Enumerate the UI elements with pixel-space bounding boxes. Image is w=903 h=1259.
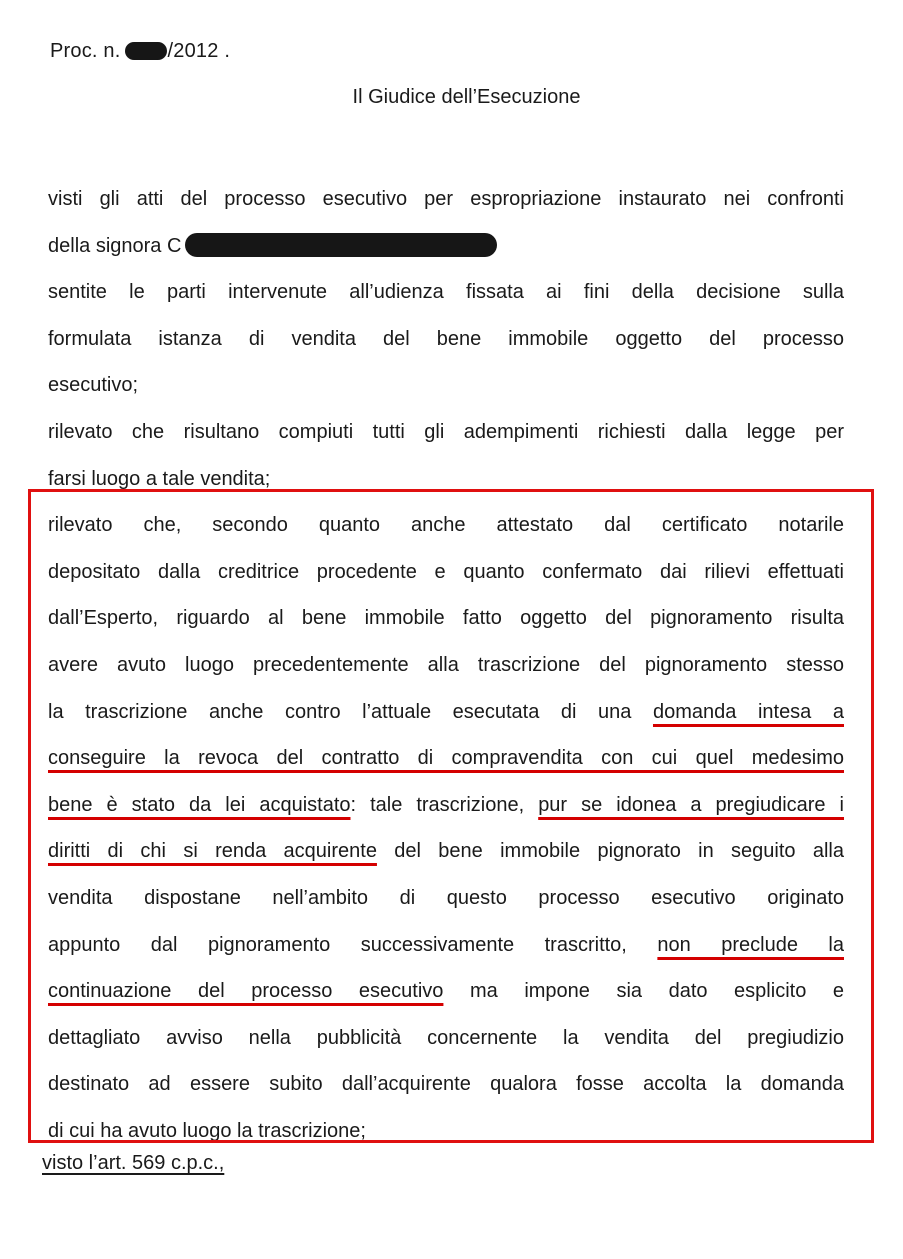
text-line: formulata istanza di vendita del bene immobile oggetto del processo [48, 327, 844, 350]
text-line: farsi luogo a tale vendita; [48, 467, 271, 490]
text-line: depositato dalla creditrice procedente e quanto confermato dai rilievi effettuati [48, 560, 844, 583]
underlined-phrase: pur se idonea a pregiudicare i [538, 793, 845, 816]
line-text: appunto dal pignoramento successivamente trascritto, [48, 933, 627, 956]
text-line: rilevato che risultano compiuti tutti gli adempimenti richiesti dalla legge per [48, 420, 844, 443]
underlined-phrase: diritti di chi si renda acquirente [48, 840, 377, 863]
text-line: destinato ad essere subito dall’acquirente qualora fosse accolta la domanda [48, 1073, 844, 1096]
underlined-phrase: domanda intesa a [652, 700, 844, 723]
underlined-phrase: continuazione del processo esecutivo [48, 980, 444, 1003]
line-text: la trascrizione anche contro l’attuale esecutata di una [48, 700, 632, 723]
proc-prefix: Proc. n. [50, 40, 121, 62]
redacted-number [125, 42, 167, 60]
line-text: del bene immobile pignorato in seguito alla [394, 840, 844, 863]
text-line: avere avuto luogo precedentemente alla trascrizione del pignoramento stesso [48, 653, 844, 676]
line-text: : tale trascrizione, [350, 793, 525, 816]
text-line: dall’Esperto, riguardo al bene immobile fatto oggetto del pignoramento risulta [48, 607, 844, 630]
text-line: dettagliato avviso nella pubblicità concernente la vendita del pregiudizio [48, 1026, 844, 1049]
text-line: rilevato che, secondo quanto anche attestato dal certificato notarile [48, 514, 844, 537]
judge-title: Il Giudice dell’Esecuzione [352, 86, 581, 108]
line-text: ma impone sia dato esplicito e [469, 980, 844, 1003]
text-line: visti gli atti del processo esecutivo per espropriazione instaurato nei confronti [48, 188, 844, 210]
procedure-number [50, 40, 230, 63]
text-line: esecutivo; [48, 374, 139, 397]
visto-article: visto l’art. 569 c.p.c., [42, 1152, 225, 1174]
text-line: vendita dispostane nell’ambito di questo processo esecutivo originato [48, 886, 844, 909]
text-line [48, 223, 844, 270]
underlined-phrase: bene è stato da lei acquistato [48, 793, 351, 816]
underlined-phrase: conseguire la revoca del contratto di compravendita con cui quel medesimo [48, 747, 844, 770]
proc-suffix: /2012 . [167, 40, 231, 62]
line-text: della signora C [48, 234, 182, 257]
text-line: sentite le parti intervenute all’udienza fissata ai fini della decisione sulla [48, 281, 844, 304]
redacted-name [185, 233, 497, 257]
text-line: di cui ha avuto luogo la trascrizione; [48, 1119, 366, 1142]
underlined-phrase: non preclude la [657, 933, 844, 956]
highlight-box [28, 489, 874, 1143]
